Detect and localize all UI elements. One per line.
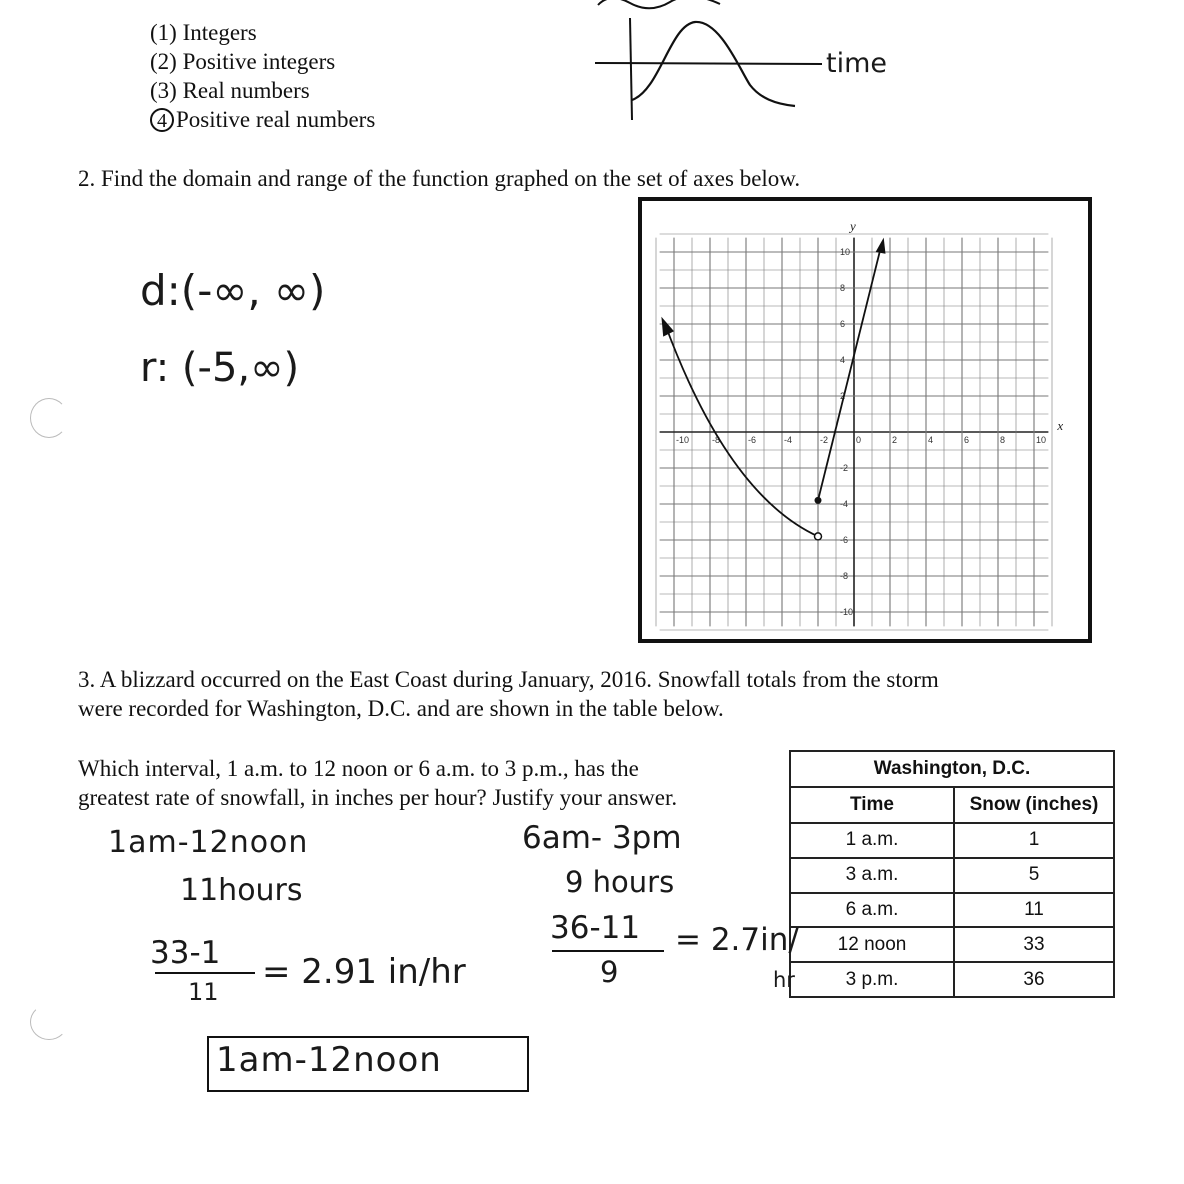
time-cell: 3 a.m. xyxy=(790,858,954,893)
work-interval-1: 1am-12noon xyxy=(108,825,309,860)
y-tick-label: -4 xyxy=(840,499,849,509)
x-tick-label: -10 xyxy=(676,435,690,445)
fraction-bar-2 xyxy=(552,950,664,952)
domain-answer: d:(-∞, ∞) xyxy=(140,266,326,315)
choice-1: (1) Integers xyxy=(150,20,257,45)
time-cell: 6 a.m. xyxy=(790,893,954,928)
table-row xyxy=(790,823,1114,858)
work-result-2: = 2.7in/ xyxy=(675,922,799,958)
work-hours-1: 11hours xyxy=(180,873,303,908)
choice-2: (2) Positive integers xyxy=(150,49,336,74)
table-row xyxy=(790,927,1114,962)
y-tick-label: -10 xyxy=(840,607,854,617)
work-hours-2: 9 hours xyxy=(565,865,675,899)
x-tick-label: 2 xyxy=(892,435,898,445)
y-tick-label: 4 xyxy=(840,355,846,365)
work-denominator-1: 11 xyxy=(188,978,219,1006)
fraction-bar-1 xyxy=(155,972,255,974)
y-tick-label: 10 xyxy=(840,247,851,257)
function-graph xyxy=(638,197,1092,643)
work-result-1: = 2.91 in/hr xyxy=(262,952,466,992)
x-tick-label: -4 xyxy=(784,435,793,445)
binder-hole-mark-top xyxy=(30,398,68,438)
table-header-time: Time xyxy=(790,787,954,823)
vertical-axis xyxy=(630,18,632,120)
snow-cell: 1 xyxy=(954,823,1114,858)
y-tick-label: 6 xyxy=(840,319,846,329)
snow-cell: 5 xyxy=(954,858,1114,893)
time-cell: 12 noon xyxy=(790,927,954,962)
x-tick-label: 8 xyxy=(1000,435,1006,445)
binder-hole-mark-bottom xyxy=(30,1004,68,1040)
x-tick-label: 4 xyxy=(928,435,934,445)
y-tick-label: 8 xyxy=(840,283,846,293)
question-2-prompt: 2. Find the domain and range of the function graphed on the set of axes below. xyxy=(78,166,801,191)
snow-cell: 11 xyxy=(954,893,1114,928)
circled-choice-number: 4 xyxy=(150,108,174,132)
time-cell: 3 p.m. xyxy=(790,962,954,997)
x-tick-label: -2 xyxy=(820,435,829,445)
distance-label-scribble xyxy=(598,0,720,8)
y-tick-label: -6 xyxy=(840,535,849,545)
choice-4 xyxy=(150,105,375,134)
distance-time-sketch xyxy=(590,0,840,125)
snow-cell: 36 xyxy=(954,962,1114,997)
y-tick-label: -2 xyxy=(840,463,849,473)
table-row xyxy=(790,858,1114,893)
question-3-prompt-line2: were recorded for Washington, D.C. and are shown in the table below. xyxy=(78,696,724,721)
time-axis-label: time xyxy=(826,48,888,79)
question-3-line2: greatest rate of snowfall, in inches per hour? Justify your answer. xyxy=(78,785,678,810)
final-answer: 1am-12noon xyxy=(216,1040,442,1080)
table-row xyxy=(790,962,1114,997)
y-tick-label: 2 xyxy=(840,391,846,401)
range-answer: r: (-5,∞) xyxy=(140,345,300,391)
table-header-snow: Snow (inches) xyxy=(954,787,1114,823)
x-axis-label: x xyxy=(1057,418,1064,433)
snowfall-table xyxy=(789,750,1115,998)
y-tick-label: -8 xyxy=(840,571,849,581)
snow-cell: 33 xyxy=(954,927,1114,962)
table-title: Washington, D.C. xyxy=(790,751,1114,787)
work-numerator-2: 36-11 xyxy=(550,910,641,946)
open-endpoint xyxy=(815,533,822,540)
question-3-prompt-line1: 3. A blizzard occurred on the East Coast during January, 2016. Snowfall totals from the storm xyxy=(78,667,939,692)
work-result-2-unit: hr xyxy=(773,968,795,992)
horizontal-axis xyxy=(595,63,822,64)
work-interval-2: 6am- 3pm xyxy=(522,820,682,856)
x-tick-label: 6 xyxy=(964,435,970,445)
choice-3: (3) Real numbers xyxy=(150,78,310,103)
table-row xyxy=(790,893,1114,928)
y-axis-label: y xyxy=(850,218,856,234)
x-tick-label: -6 xyxy=(748,435,757,445)
x-tick-label: -8 xyxy=(712,435,721,445)
x-tick-label: 10 xyxy=(1036,435,1047,445)
choice-4-label: Positive real numbers xyxy=(176,107,376,132)
time-cell: 1 a.m. xyxy=(790,823,954,858)
closed-endpoint xyxy=(815,497,822,504)
x-tick-label: 0 xyxy=(856,435,862,445)
work-numerator-1: 33-1 xyxy=(150,935,221,971)
question-3-line1: Which interval, 1 a.m. to 12 noon or 6 a.m. to 3 p.m., has the xyxy=(78,756,639,781)
work-denominator-2: 9 xyxy=(600,955,619,989)
